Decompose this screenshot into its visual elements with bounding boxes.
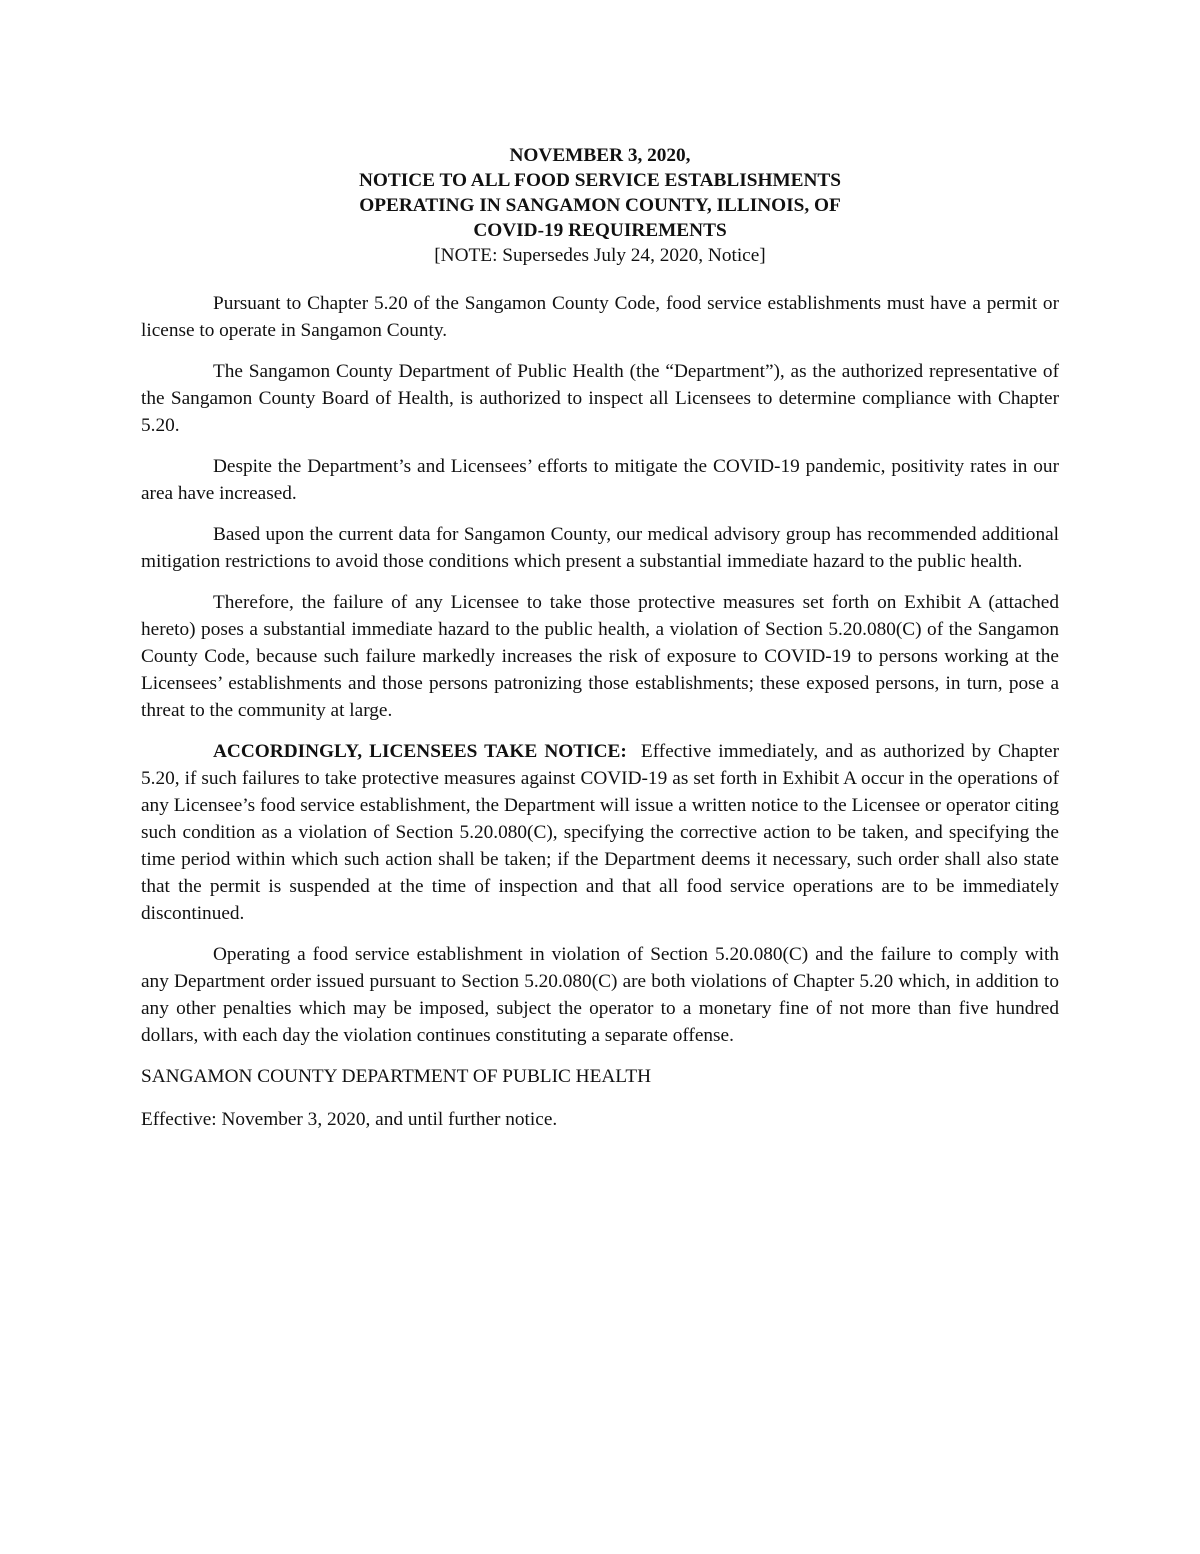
notice-heading <box>141 143 1059 268</box>
effective-line: Effective: November 3, 2020, and until further notice. <box>141 1109 558 1130</box>
paragraph-advisory-group: Based upon the current data for Sangamon County, our medical advisory group has recommended additional mitigation restrictions to avoid those conditions which present a substantial immediate hazard to the public health. <box>141 524 1059 572</box>
paragraph-department-authority: The Sangamon County Department of Public Health (the “Department”), as the authorized representative of the Sangamon County Board of Health, is authorized to inspect all Licensees to determine compliance with Chapter 5.20. <box>141 361 1059 436</box>
title-line-2: OPERATING IN SANGAMON COUNTY, ILLINOIS, OF <box>359 195 841 216</box>
date-line: NOVEMBER 3, 2020, <box>509 145 691 166</box>
notice-lead: ACCORDINGLY, LICENSEES TAKE NOTICE: <box>213 741 627 762</box>
notice-text: Effective immediately, and as authorized by Chapter 5.20, if such failures to take protective measures against COVID-19 as set forth in Exhibit A occur in the operations of any Licensee’s food service establishment, the Department will issue a written notice to the Licensee or operator citing such condition as a violation of Section 5.20.080(C), specifying the corrective action to be taken, and specifying the time period within which such action shall be taken; if the Department deems it necessary, such order shall also state that the permit is suspended at the time of inspection and that all food service operations are to be immediately discontinued. <box>141 741 1059 924</box>
signature-line: SANGAMON COUNTY DEPARTMENT OF PUBLIC HEALTH <box>141 1066 652 1087</box>
title-line-3: COVID-19 REQUIREMENTS <box>473 220 727 241</box>
supersedes-note: [NOTE: Supersedes July 24, 2020, Notice] <box>434 245 766 266</box>
paragraph-hazard-finding: Therefore, the failure of any Licensee to take those protective measures set forth on Exhibit A (attached hereto) poses a substantial immediate hazard to the public health, a violation of Section 5.20.080(C) of the Sangamon County Code, because such failure markedly increases the risk of exposure to COVID-19 to persons working at the Licensees’ establishments and those persons patronizing those establishments; these exposed persons, in turn, pose a threat to the community at large. <box>141 592 1059 721</box>
paragraph-penalty: Operating a food service establishment in violation of Section 5.20.080(C) and the failure to comply with any Department order issued pursuant to Section 5.20.080(C) are both violations of Chapter 5.20 which, in addition to any other penalties which may be imposed, subject the operator to a monetary fine of not more than five hundred dollars, with each day the violation continues constituting a separate offense. <box>141 944 1059 1046</box>
document-page <box>141 143 1059 1149</box>
title-line-1: NOTICE TO ALL FOOD SERVICE ESTABLISHMENTS <box>358 170 842 191</box>
paragraph-permit-requirement: Pursuant to Chapter 5.20 of the Sangamon County Code, food service establishments must have a permit or license to operate in Sangamon County. <box>141 293 1059 341</box>
paragraph-notice <box>141 738 1059 927</box>
paragraph-positivity-rates: Despite the Department’s and Licensees’ efforts to mitigate the COVID-19 pandemic, positivity rates in our area have increased. <box>141 456 1059 504</box>
